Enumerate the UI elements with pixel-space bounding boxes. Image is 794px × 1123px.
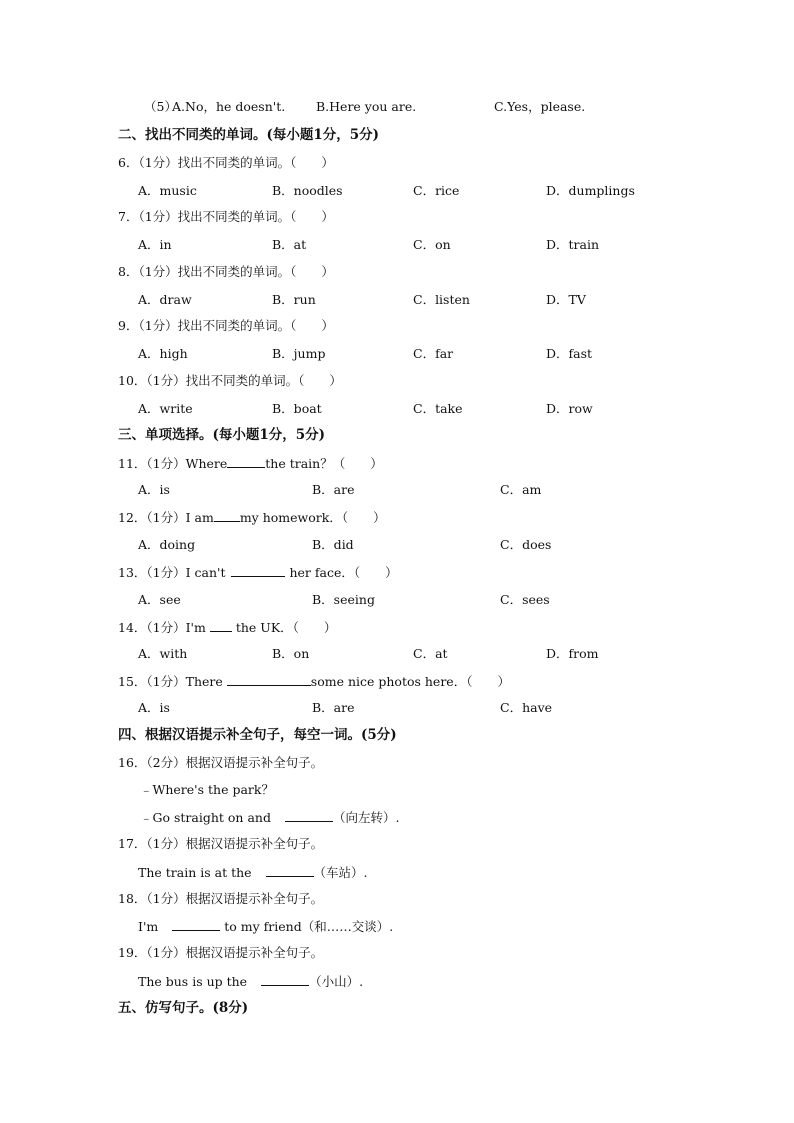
q16-dialog-line2 [140, 809, 399, 826]
q8-option-a: A．draw [138, 292, 192, 307]
q10-option-d: D．row [546, 401, 593, 416]
q7-option-a: A．in [138, 237, 172, 252]
q17-post: （车站）. [313, 865, 368, 880]
section-3-title: 三、单项选择。(每小题1分，5分) [118, 427, 326, 443]
q19-text: 根据汉语提示补全句子。 [185, 945, 324, 960]
q13-pre: I can't [185, 565, 226, 580]
q17-number: 17．（1分） [118, 836, 186, 851]
q18-sentence [138, 918, 393, 935]
q12-option-c: C．does [500, 537, 552, 552]
q9-option-d: D．fast [546, 346, 593, 361]
q5-option-c: C.Yes，please. [494, 99, 586, 114]
q12-stem [118, 509, 386, 526]
q19-pre: The bus is up the [138, 974, 248, 989]
q6-number: 6．（1分） [118, 155, 178, 170]
q11-pre: Where [185, 456, 228, 471]
q8-stem [118, 264, 334, 280]
q8-number: 8．（1分） [118, 264, 178, 279]
q16-line2-post: （向左转）. [332, 810, 400, 825]
q13-stem [118, 564, 398, 581]
q9-option-a: A．high [138, 346, 188, 361]
q16-number: 16．（2分） [118, 755, 186, 770]
q17-sentence [138, 864, 368, 881]
q5-option-a: A.No，he doesn't. [172, 99, 286, 114]
q5-option-b: B.Here you are. [316, 99, 417, 114]
q15-pre: There [185, 674, 223, 689]
q14-option-b: B．on [272, 646, 310, 661]
q19-blank [261, 973, 309, 986]
q9-number: 9．（1分） [118, 318, 178, 333]
q19-stem [118, 945, 323, 961]
q14-option-a: A．with [138, 646, 188, 661]
q9-option-b: B．jump [272, 346, 326, 361]
q17-text: 根据汉语提示补全句子。 [185, 836, 324, 851]
q16-dialog-line1: ﹣Where's the park？ [140, 782, 274, 797]
q11-post: the train？（ ） [265, 456, 383, 471]
q8-option-d: D．TV [546, 292, 586, 307]
q11-option-a: A．is [138, 482, 170, 497]
q12-blank [214, 509, 240, 522]
q14-post: the UK．（ ） [235, 620, 337, 635]
q14-number: 14．（1分） [118, 620, 186, 635]
q15-post: some nice photos here．（ ） [310, 674, 510, 689]
q12-post: my homework．（ ） [239, 510, 386, 525]
q10-text: 找出不同类的单词。（ ） [185, 373, 342, 388]
q12-option-b: B．did [312, 537, 354, 552]
q7-stem [118, 209, 334, 225]
q10-number: 10．（1分） [118, 373, 186, 388]
q17-blank [266, 864, 314, 877]
q11-option-c: C．am [500, 482, 542, 497]
q11-number: 11．（1分） [118, 456, 186, 471]
q6-option-d: D．dumplings [546, 183, 635, 198]
section-4-title: 四、根据汉语提示补全句子，每空一词。(5分) [118, 727, 397, 743]
q10-option-b: B．boat [272, 401, 322, 416]
q15-blank [227, 673, 311, 686]
q19-post: （小山）. [309, 974, 364, 989]
q9-stem [118, 318, 334, 334]
q16-blank [285, 809, 333, 822]
q10-option-c: C．take [413, 401, 463, 416]
q7-option-c: C．on [413, 237, 451, 252]
q6-text: 找出不同类的单词。（ ） [177, 155, 334, 170]
q6-option-a: A．music [138, 183, 197, 198]
q18-blank [172, 918, 220, 931]
q11-stem [118, 455, 383, 472]
q8-option-b: B．run [272, 292, 316, 307]
q8-text: 找出不同类的单词。（ ） [177, 264, 334, 279]
q19-sentence [138, 973, 363, 990]
q5-number: （5） [144, 99, 177, 114]
q18-stem [118, 891, 323, 907]
q15-number: 15．（1分） [118, 674, 186, 689]
q15-option-a: A．is [138, 700, 170, 715]
q13-option-a: A．see [138, 592, 181, 607]
q13-option-c: C．sees [500, 592, 550, 607]
q13-blank [231, 564, 285, 577]
q15-option-c: C．have [500, 700, 553, 715]
q10-option-a: A．write [138, 401, 193, 416]
q14-pre: I'm [185, 620, 206, 635]
q7-number: 7．（1分） [118, 209, 178, 224]
q7-option-b: B．at [272, 237, 307, 252]
q10-stem [118, 373, 342, 389]
q6-option-c: C．rice [413, 183, 460, 198]
q13-option-b: B．seeing [312, 592, 375, 607]
q14-option-d: D．from [546, 646, 599, 661]
q15-option-b: B．are [312, 700, 355, 715]
q16-line2-pre: ﹣Go straight on and [140, 810, 271, 825]
q9-text: 找出不同类的单词。（ ） [177, 318, 334, 333]
q6-stem [118, 155, 334, 171]
q13-post: her face．（ ） [289, 565, 398, 580]
q17-pre: The train is at the [138, 865, 252, 880]
q18-post: to my friend（和……交谈）. [224, 919, 394, 934]
q12-number: 12．（1分） [118, 510, 186, 525]
q14-blank [210, 619, 232, 632]
q14-option-c: C．at [413, 646, 448, 661]
q7-option-d: D．train [546, 237, 600, 252]
q7-text: 找出不同类的单词。（ ） [177, 209, 334, 224]
q11-option-b: B．are [312, 482, 355, 497]
q12-option-a: A．doing [138, 537, 196, 552]
q13-number: 13．（1分） [118, 565, 186, 580]
q11-blank [227, 455, 265, 468]
q14-stem [118, 619, 336, 636]
section-5-title: 五、仿写句子。(8分) [118, 1000, 249, 1016]
q12-pre: I am [185, 510, 214, 525]
q15-stem [118, 673, 510, 690]
q8-option-c: C．listen [413, 292, 470, 307]
q16-text: 根据汉语提示补全句子。 [185, 755, 324, 770]
section-2-title: 二、找出不同类的单词。(每小题1分，5分) [118, 127, 380, 143]
q6-option-b: B．noodles [272, 183, 343, 198]
q16-stem [118, 755, 323, 771]
q17-stem [118, 836, 323, 852]
q19-number: 19．（1分） [118, 945, 186, 960]
q18-pre: I'm [138, 919, 159, 934]
q18-text: 根据汉语提示补全句子。 [185, 891, 324, 906]
q18-number: 18．（1分） [118, 891, 186, 906]
q9-option-c: C．far [413, 346, 454, 361]
